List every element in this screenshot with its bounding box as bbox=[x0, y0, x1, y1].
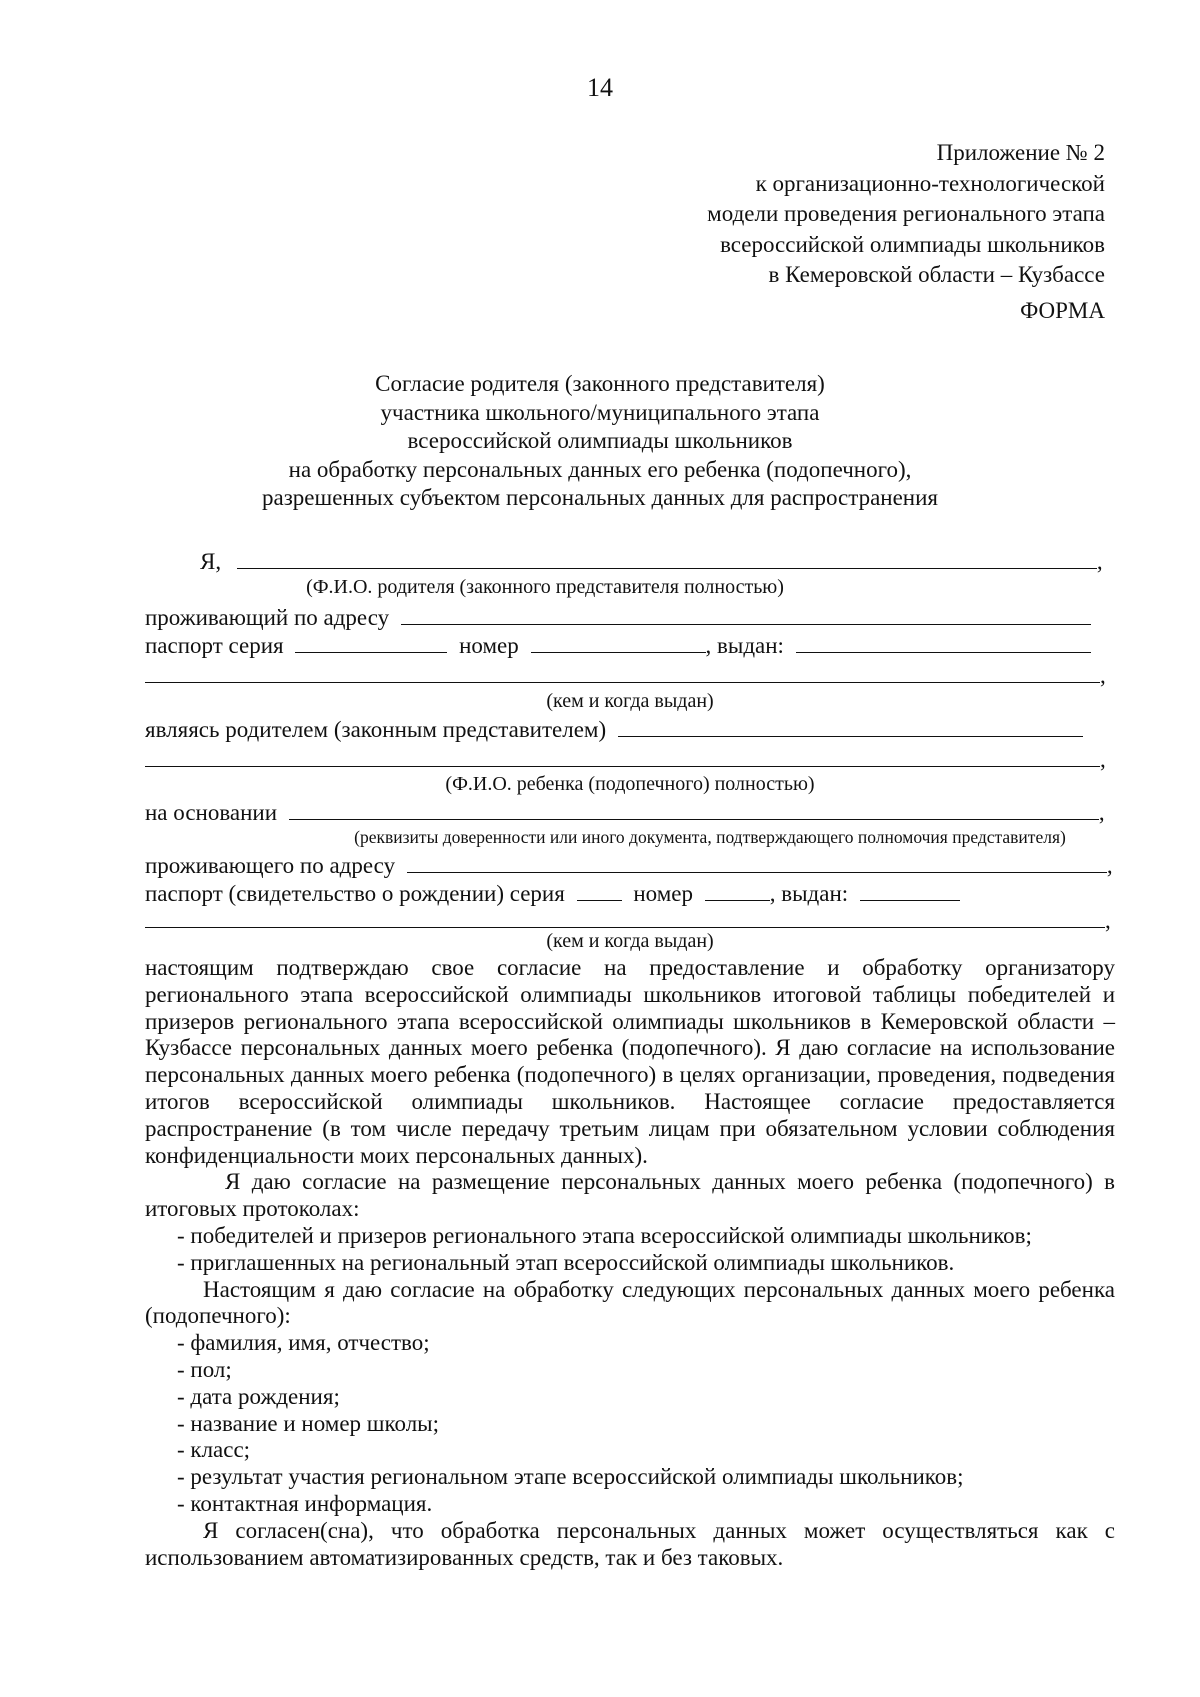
child-passport-label: паспорт (свидетельство о рождении) серия bbox=[145, 881, 565, 906]
passport-number-field[interactable] bbox=[531, 630, 706, 653]
child-issued-by-row bbox=[145, 905, 1111, 933]
child-address-row bbox=[145, 850, 1113, 878]
title-line: на обработку персональных данных его ребенка (подопечного), bbox=[288, 456, 912, 482]
list-item: - приглашенных на региональный этап всероссийской олимпиады школьников. bbox=[177, 1249, 955, 1275]
list-item: - победителей и призеров регионального этапа всероссийской олимпиады школьников; bbox=[177, 1222, 1032, 1248]
appendix-header bbox=[707, 138, 1105, 291]
parent-address-row bbox=[145, 602, 1105, 630]
appendix-line: всероссийской олимпиады школьников bbox=[720, 231, 1105, 257]
i-label: Я, bbox=[200, 549, 222, 574]
page-number: 14 bbox=[587, 73, 613, 102]
passport-number-label: номер bbox=[459, 633, 519, 658]
consent-paragraph: Я согласен(сна), что обработка персональных данных может осуществляться как с использованием автоматизированных средств, так и без таковых. bbox=[145, 1517, 1115, 1570]
basis-label: на основании bbox=[145, 800, 278, 825]
child-passport-issued-field[interactable] bbox=[860, 878, 960, 901]
parent-name-row bbox=[145, 546, 1105, 574]
appendix-line: модели проведения регионального этапа bbox=[707, 201, 1105, 226]
comma: , bbox=[1105, 908, 1111, 933]
child-name-row bbox=[145, 744, 1105, 772]
child-passport-number-field[interactable] bbox=[705, 878, 770, 901]
issued-by-row bbox=[145, 660, 1105, 688]
appendix-line: к организационно-технологической bbox=[755, 170, 1105, 196]
comma: , bbox=[1100, 747, 1106, 772]
child-name-caption: (Ф.И.О. ребенка (подопечного) полностью) bbox=[445, 773, 815, 795]
basis-caption: (реквизиты доверенности или иного документа, подтверждающего полномочия представителя) bbox=[354, 827, 1066, 847]
passport-issued-field[interactable] bbox=[796, 630, 1091, 653]
passport-series-field[interactable] bbox=[295, 630, 447, 653]
passport-series-label: паспорт серия bbox=[145, 633, 284, 658]
consent-paragraph: Настоящим я даю согласие на обработку следующих персональных данных моего ребенка (подопечного): bbox=[145, 1276, 1115, 1329]
comma: , bbox=[1096, 549, 1103, 574]
list-item: - дата рождения; bbox=[177, 1383, 340, 1409]
parent-passport-row bbox=[145, 630, 1105, 658]
appendix-line: в Кемеровской области – Кузбассе bbox=[768, 262, 1105, 287]
child-issued-caption: (кем и когда выдан) bbox=[546, 930, 714, 952]
form-label: ФОРМА bbox=[1020, 298, 1105, 323]
title-line: участника школьного/муниципального этапа bbox=[380, 399, 820, 425]
list-item: - результат участия региональном этапе всероссийской олимпиады школьников; bbox=[177, 1464, 964, 1490]
parent-name-field[interactable] bbox=[237, 546, 1097, 569]
consent-body bbox=[145, 955, 1115, 1571]
comma: , bbox=[1106, 853, 1113, 878]
list-item: - класс; bbox=[177, 1437, 251, 1463]
title-line: всероссийской олимпиады школьников bbox=[407, 428, 793, 453]
address-label: проживающий по адресу bbox=[145, 605, 390, 630]
issued-caption: (кем и когда выдан) bbox=[546, 690, 714, 712]
being-parent-field[interactable] bbox=[618, 714, 1083, 737]
child-name-field[interactable] bbox=[145, 744, 1100, 767]
list-item: - контактная информация. bbox=[177, 1490, 433, 1516]
child-passport-series-field[interactable] bbox=[577, 878, 622, 901]
document-title bbox=[0, 370, 1200, 513]
parent-address-field[interactable] bbox=[401, 602, 1091, 625]
child-number-label: номер bbox=[633, 881, 693, 906]
consent-paragraph: Я даю согласие на размещение персональных данных моего ребенка (подопечного) в итоговых протоколах: bbox=[145, 1169, 1115, 1222]
issued-label: , выдан: bbox=[705, 633, 784, 658]
comma: , bbox=[1098, 800, 1105, 825]
child-address-field[interactable] bbox=[407, 850, 1107, 873]
basis-row bbox=[145, 797, 1105, 825]
consent-paragraph: настоящим подтверждаю свое согласие на предоставление и обработку организатору регионального этапа всероссийской олимпиады школьников итоговой таблицы победителей и призеров регионального этапа всероссийской олимпиады школьников в Кемеровской области – Кузбассе персональных данных моего ребенка (подопечного). Я даю согласие на использование персональных данных моего ребенка (подопечного) в целях организации, проведения, подведения итогов всероссийской олимпиады школьников. Настоящее согласие предоставляется распространение (в том числе передачу третьим лицам при обязательном условии соблюдения конфиденциальности моих персональных данных). bbox=[145, 955, 1115, 1168]
child-address-label: проживающего по адресу bbox=[145, 853, 396, 878]
being-parent-label: являясь родителем (законным представителем) bbox=[145, 717, 607, 742]
title-line: Согласие родителя (законного представителя) bbox=[375, 371, 825, 396]
issued-by-field[interactable] bbox=[145, 660, 1100, 683]
child-passport-row bbox=[145, 878, 1105, 906]
list-item: - фамилия, имя, отчество; bbox=[177, 1330, 430, 1356]
comma: , bbox=[1100, 663, 1106, 688]
list-item: - название и номер школы; bbox=[177, 1410, 440, 1436]
child-issued-by-field[interactable] bbox=[145, 905, 1105, 928]
list-item: - пол; bbox=[177, 1356, 232, 1382]
appendix-line: Приложение № 2 bbox=[936, 140, 1105, 165]
child-issued-label: , выдан: bbox=[769, 881, 849, 906]
title-line: разрешенных субъектом персональных данных для распространения bbox=[262, 485, 938, 510]
being-parent-row bbox=[145, 714, 1105, 742]
basis-field[interactable] bbox=[289, 797, 1099, 820]
parent-name-caption: (Ф.И.О. родителя (законного представителя полностью) bbox=[306, 576, 784, 598]
